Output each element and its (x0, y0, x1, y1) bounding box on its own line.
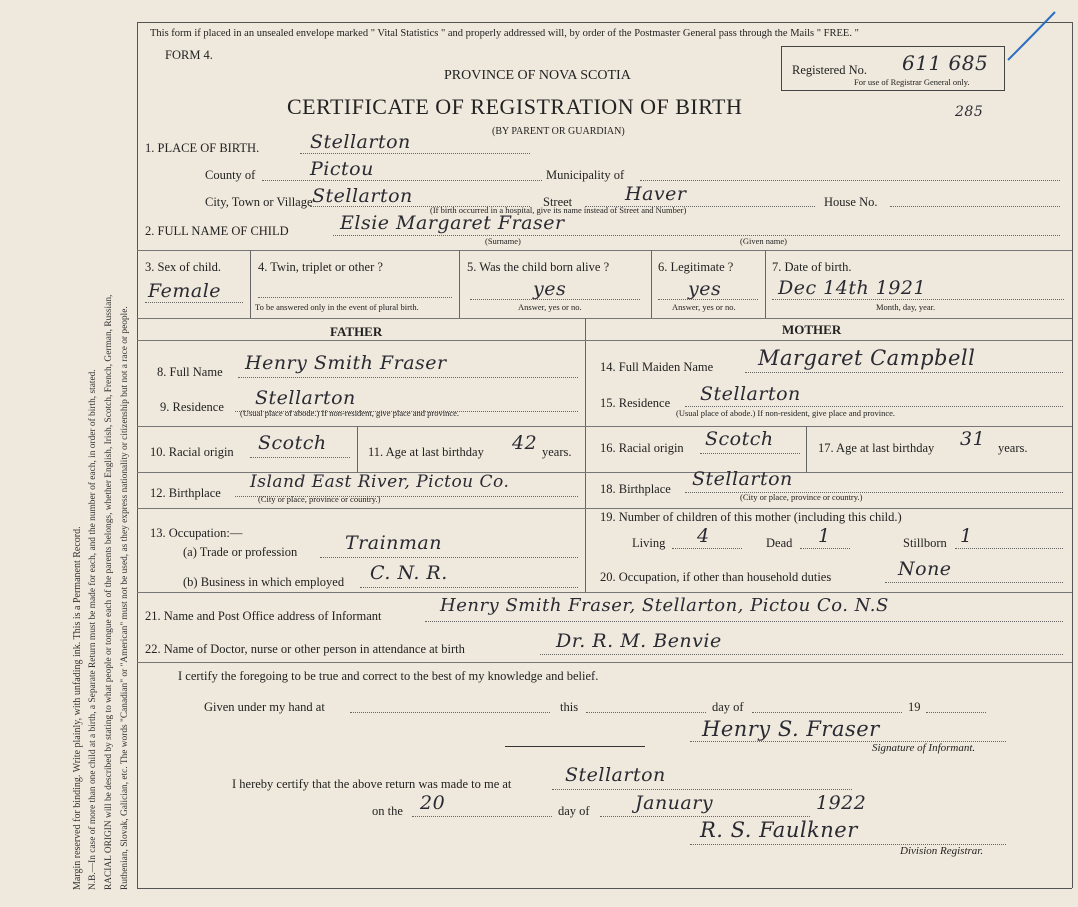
day-of-label-2: day of (558, 804, 590, 818)
dead-label: Dead (766, 536, 793, 550)
street-label: Street (543, 195, 573, 209)
signature-label: Signature of Informant. (872, 742, 976, 754)
father-birth-label: 12. Birthplace (150, 486, 221, 500)
mother-racial-value: Scotch (705, 428, 774, 450)
mail-notice: This form if placed in an unsealed envelope marked " Vital Statistics " and properly addressed will, by order of the Postmaster General pass through the Mails " FREE. " (150, 28, 859, 39)
father-business-label: (b) Business in which employed (183, 575, 345, 589)
doctor-label: 22. Name of Doctor, nurse or other person in attendance at birth (145, 642, 465, 656)
father-business-value: C. N. R. (370, 562, 448, 584)
mother-birth-value: Stellarton (692, 468, 793, 490)
father-res-note: (Usual place of abode.) If non-resident, give place and province. (240, 408, 460, 418)
municipality-label: Municipality of (546, 168, 625, 182)
father-birth-value: Island East River, Pictou Co. (250, 472, 510, 492)
legit-label: 6. Legitimate ? (658, 260, 734, 274)
subtitle: (BY PARENT OR GUARDIAN) (492, 126, 625, 137)
father-age-label: 11. Age at last birthday (368, 445, 484, 459)
living-value: 4 (697, 525, 710, 547)
mother-birth-label: 18. Birthplace (600, 482, 671, 496)
mother-birth-note: (City or place, province or country.) (740, 492, 863, 502)
mother-res-value: Stellarton (700, 383, 801, 405)
informant-value: Henry Smith Fraser, Stellarton, Pictou Co. N.S (440, 595, 889, 616)
father-trade-label: (a) Trade or profession (183, 545, 298, 559)
father-trade-value: Trainman (345, 532, 442, 554)
hospital-note: (If birth occurred in a hospital, give its name instead of Street and Number) (430, 205, 687, 215)
mother-header: MOTHER (782, 322, 842, 337)
on-the-label: on the (372, 804, 403, 818)
child-name-value: Elsie Margaret Fraser (340, 212, 565, 234)
margin-note-3: RACIAL ORIGIN will be described by stating to what people or tongue each of the parents belongs, whether English, Irish, Scotch, French, German, Russian, (104, 294, 114, 890)
alive-label: 5. Was the child born alive ? (467, 260, 610, 274)
page-title: CERTIFICATE OF REGISTRATION OF BIRTH (287, 94, 743, 119)
living-label: Living (632, 536, 666, 550)
child-name-label: 2. FULL NAME OF CHILD (145, 224, 289, 238)
registered-box (781, 46, 1005, 91)
father-header: FATHER (330, 324, 383, 339)
pen-mark-icon (1000, 8, 1060, 68)
given-label: (Given name) (740, 236, 787, 246)
city-value: Stellarton (312, 185, 413, 207)
date-value: Dec 14th 1921 (778, 277, 927, 299)
province: PROVINCE OF NOVA SCOTIA (444, 68, 631, 83)
father-racial-value: Scotch (258, 432, 327, 454)
mother-occ-value: None (898, 558, 952, 580)
twin-note: To be answered only in the event of plural birth. (255, 302, 419, 312)
mother-name-label: 14. Full Maiden Name (600, 360, 714, 374)
father-racial-label: 10. Racial origin (150, 445, 234, 459)
mother-occ-label: 20. Occupation, if other than household duties (600, 570, 832, 584)
mother-res-label: 15. Residence (600, 396, 671, 410)
year-prefix: 19 (908, 700, 921, 714)
father-birth-note: (City or place, province or country.) (258, 494, 381, 504)
informant-signature: Henry S. Fraser (702, 717, 880, 741)
registrar-month: January (635, 792, 714, 814)
stillborn-label: Stillborn (903, 536, 947, 550)
certify-statement: I certify the foregoing to be true and correct to the best of my knowledge and belief. (178, 669, 599, 683)
place-label: 1. PLACE OF BIRTH. (145, 141, 260, 155)
margin-note-1: Margin reserved for binding. Write plainly, with unfading ink. This is a Permanent Record. (72, 526, 83, 890)
twin-label: 4. Twin, triplet or other ? (258, 260, 383, 274)
county-label: County of (205, 168, 256, 182)
stillborn-value: 1 (960, 525, 973, 547)
dead-value: 1 (818, 525, 831, 547)
corner-mark: 285 (955, 104, 984, 120)
father-name-value: Henry Smith Fraser (245, 352, 447, 374)
alive-value: yes (533, 278, 567, 300)
county-value: Pictou (310, 158, 374, 180)
registrar-note: For use of Registrar General only. (854, 77, 970, 87)
mother-children-label: 19. Number of children of this mother (including this child.) (600, 510, 902, 524)
place-value: Stellarton (310, 131, 411, 153)
margin-note-2: N.B.—In case of more than one child at a birth, a Separate Return must be made for each, and the number of each, in order of birth, stated. (88, 369, 98, 890)
given-label: Given under my hand at (204, 700, 325, 714)
registrar-signature: R. S. Faulkner (700, 818, 858, 842)
this-label: this (560, 700, 579, 714)
form-number: FORM 4. (165, 48, 213, 62)
date-note: Month, day, year. (876, 302, 936, 312)
house-label: House No. (824, 195, 878, 209)
mother-age-label: 17. Age at last birthday (818, 441, 935, 455)
registrar-title: Division Registrar. (900, 845, 984, 857)
mother-res-note: (Usual place of abode.) If non-resident, give place and province. (676, 408, 896, 418)
registered-number: 611 685 (902, 51, 989, 75)
mother-racial-label: 16. Racial origin (600, 441, 684, 455)
father-name-label: 8. Full Name (157, 365, 223, 379)
sex-value: Female (148, 280, 222, 302)
alive-note: Answer, yes or no. (518, 302, 582, 312)
registrar-place: Stellarton (565, 764, 666, 786)
margin-note-4: Ruthenian, Slovak, Galician, etc. The words "Canadian" or "American" must not be used, as they express nationality or citizenship but not a race or people. (120, 306, 130, 890)
surname-label: (Surname) (485, 236, 521, 246)
legit-note: Answer, yes or no. (672, 302, 736, 312)
street-value: Haver (625, 183, 687, 205)
informant-label: 21. Name and Post Office address of Informant (145, 609, 382, 623)
father-age-value: 42 (512, 432, 538, 454)
father-res-value: Stellarton (255, 387, 356, 409)
registrar-statement: I hereby certify that the above return was made to me at (232, 777, 512, 791)
legit-value: yes (688, 278, 722, 300)
city-label: City, Town or Village (205, 195, 313, 209)
father-age-unit: years. (542, 445, 572, 459)
doctor-value: Dr. R. M. Benvie (556, 630, 722, 652)
date-label: 7. Date of birth. (772, 260, 852, 274)
day-of-label: day of (712, 700, 744, 714)
registrar-day: 20 (420, 792, 446, 814)
mother-age-unit: years. (998, 441, 1028, 455)
father-occ-label: 13. Occupation:— (150, 526, 243, 540)
registrar-year: 1922 (816, 792, 867, 814)
sex-label: 3. Sex of child. (145, 260, 222, 274)
registered-label: Registered No. (792, 63, 867, 77)
father-res-label: 9. Residence (160, 400, 224, 414)
mother-age-value: 31 (960, 428, 986, 450)
mother-name-value: Margaret Campbell (758, 346, 976, 370)
